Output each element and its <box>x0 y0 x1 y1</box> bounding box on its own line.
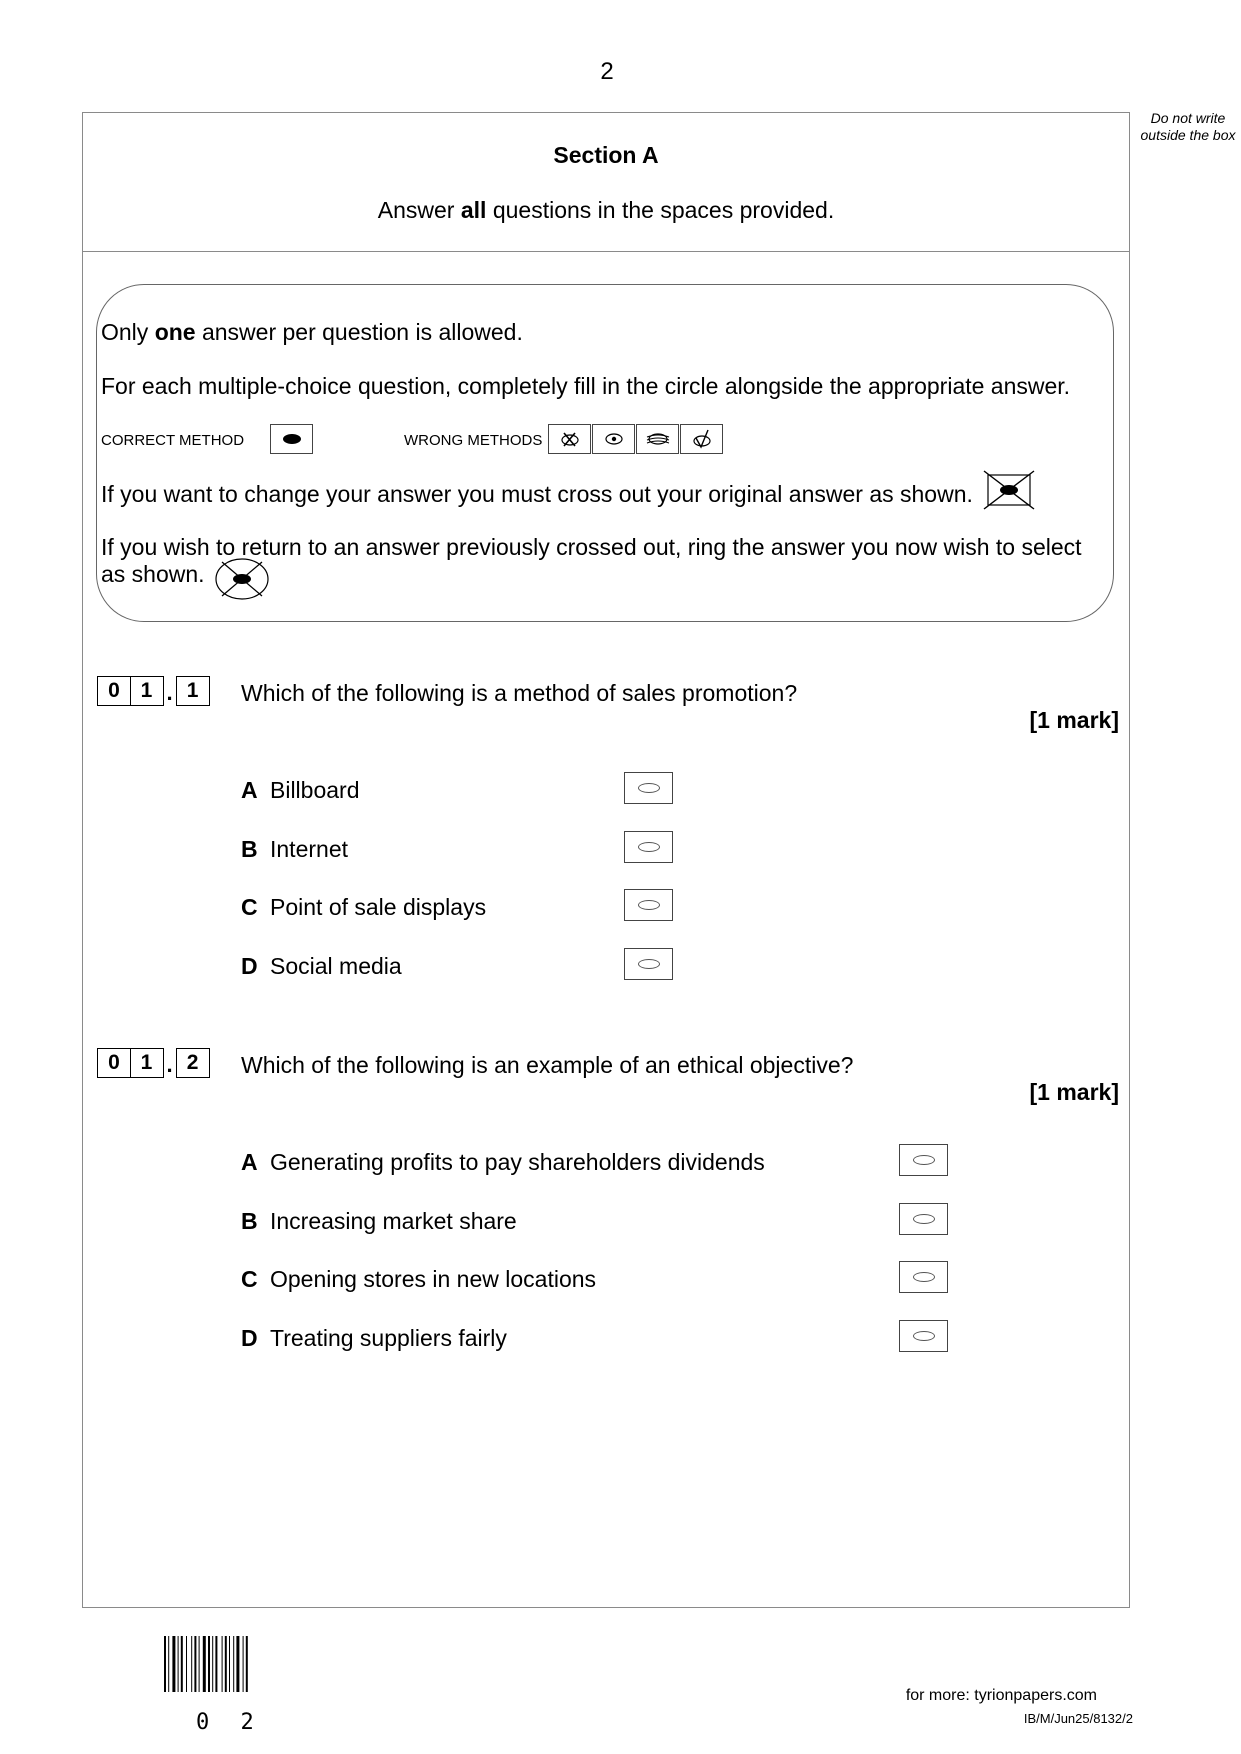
question-text: Which of the following is an example of an ethical objective? <box>241 1052 854 1078</box>
oval-icon <box>913 1155 935 1165</box>
oval-icon <box>913 1331 935 1341</box>
wrong-methods-label: WRONG METHODS <box>404 432 543 449</box>
section-title: Section A <box>553 142 659 168</box>
crossed-out-answer-icon <box>982 470 1036 515</box>
question-number-digit: 1 <box>130 1048 164 1078</box>
answer-bubble-q012-c[interactable] <box>899 1261 948 1293</box>
option-text: Opening stores in new locations <box>270 1266 597 1292</box>
question-number-digit: 0 <box>97 676 131 706</box>
option-text: Billboard <box>270 777 360 803</box>
wrong-method-cross-icon <box>548 424 591 454</box>
answer-bubble-q011-c[interactable] <box>624 889 673 921</box>
question-text: Which of the following is a method of sales promotion? <box>241 680 798 706</box>
option-text: Internet <box>270 836 348 862</box>
oval-icon <box>638 783 660 793</box>
instruction-one-answer: Only one answer per question is allowed. <box>101 319 523 345</box>
option-text: Treating suppliers fairly <box>270 1325 507 1351</box>
option-letter: C <box>241 894 258 920</box>
option-letter: A <box>241 1149 258 1175</box>
question-marks: [1 mark] <box>1029 707 1119 733</box>
correct-method-label: CORRECT METHOD <box>101 432 245 449</box>
answer-bubble-q011-a[interactable] <box>624 772 673 804</box>
instruction-return-answer: If you wish to return to an answer previously crossed out, ring the answer you now wish to select <box>101 534 1082 560</box>
question-number-01-1: 0 1 . 1 <box>97 676 210 706</box>
page-number: 2 <box>600 58 614 85</box>
instruction-return-answer-cont: as shown. <box>101 561 205 587</box>
question-number-01-2: 0 1 . 2 <box>97 1048 210 1078</box>
oval-icon <box>913 1272 935 1282</box>
barcode-number: 0 2 <box>196 1710 263 1735</box>
question-marks: [1 mark] <box>1029 1079 1119 1105</box>
correct-method-filled-oval-icon <box>270 424 313 454</box>
option-text: Increasing market share <box>270 1208 517 1234</box>
instruction-fill-circle: For each multiple-choice question, completely fill in the circle alongside the appropriate answer. <box>101 373 1071 399</box>
option-letter: A <box>241 777 258 803</box>
oval-icon <box>638 900 660 910</box>
option-letter: B <box>241 836 258 862</box>
oval-icon <box>638 842 660 852</box>
option-letter: D <box>241 953 258 979</box>
footer-code: IB/M/Jun25/8132/2 <box>1023 1711 1133 1726</box>
answer-bubble-q011-b[interactable] <box>624 831 673 863</box>
answer-bubble-q012-a[interactable] <box>899 1144 948 1176</box>
option-text: Point of sale displays <box>270 894 487 920</box>
option-text: Social media <box>270 953 402 979</box>
ringed-answer-icon <box>212 556 272 607</box>
answer-bubble-q012-b[interactable] <box>899 1203 948 1235</box>
answer-bubble-q011-d[interactable] <box>624 948 673 980</box>
section-subtitle: Answer all questions in the spaces provided. <box>377 197 835 223</box>
option-letter: C <box>241 1266 258 1292</box>
oval-icon <box>913 1214 935 1224</box>
option-text: Generating profits to pay shareholders dividends <box>270 1149 765 1175</box>
question-number-digit: 1 <box>130 676 164 706</box>
oval-icon <box>638 959 660 969</box>
wrong-method-tick-icon <box>680 424 723 454</box>
section-header <box>82 112 1130 252</box>
margin-note: Do not write outside the box <box>1140 110 1236 143</box>
question-number-digit: 2 <box>176 1048 210 1078</box>
wrong-method-dot-icon <box>592 424 635 454</box>
option-letter: D <box>241 1325 258 1351</box>
question-number-digit: 0 <box>97 1048 131 1078</box>
barcode-icon <box>164 1636 278 1697</box>
footer-link[interactable]: for more: tyrionpapers.com <box>905 1687 1097 1704</box>
instruction-change-answer: If you want to change your answer you must cross out your original answer as shown. <box>101 481 973 507</box>
option-letter: B <box>241 1208 258 1234</box>
wrong-method-scribble-icon <box>636 424 679 454</box>
answer-bubble-q012-d[interactable] <box>899 1320 948 1352</box>
question-number-digit: 1 <box>176 676 210 706</box>
